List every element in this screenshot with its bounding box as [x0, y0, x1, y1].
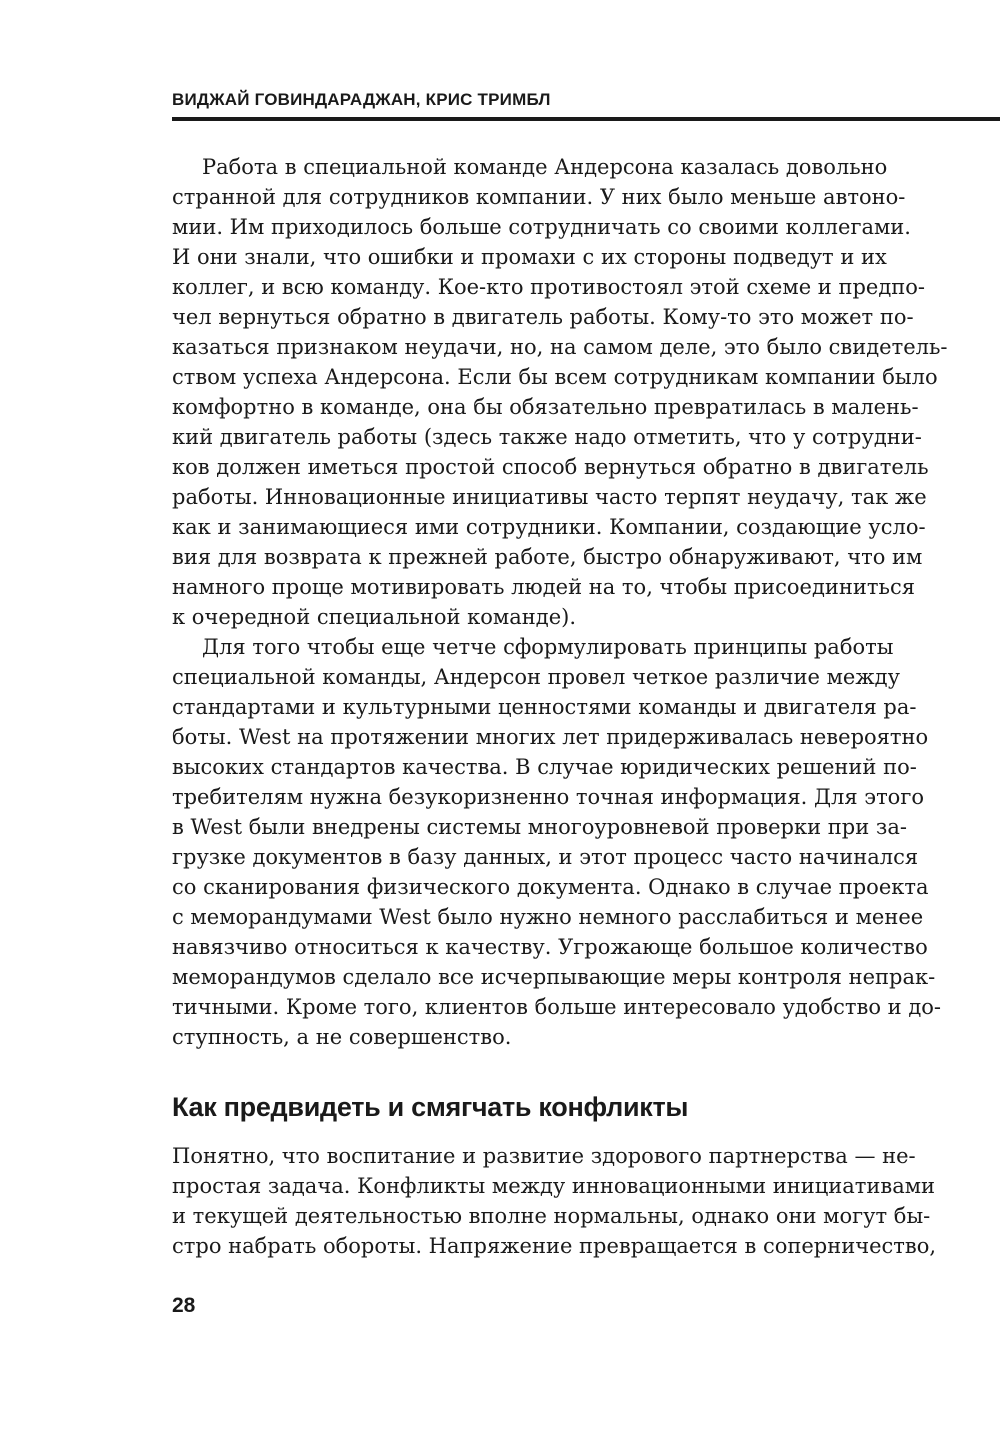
section-paragraph	[172, 1141, 937, 1261]
text-line: казаться признаком неудачи, но, на самом деле, это было свидетель-	[172, 335, 948, 359]
text-line: странной для сотрудников компании. У них было меньше автоно-	[172, 185, 906, 209]
text-line: ступность, а не совершенство.	[172, 1025, 512, 1049]
text-line: стро набрать обороты. Напряжение превращается в соперничество,	[172, 1234, 937, 1258]
text-line: навязчиво относиться к качеству. Угрожающе большое количество	[172, 935, 928, 959]
page-number: 28	[172, 1294, 196, 1317]
text-line: чел вернуться обратно в двигатель работы. Кому-то это может по-	[172, 305, 914, 329]
text-line: мии. Им приходилось больше сотрудничать со своими коллегами.	[172, 215, 911, 239]
text-line: меморандумов сделало все исчерпывающие меры контроля непрак-	[172, 965, 936, 989]
header-rule	[172, 117, 1000, 121]
text-line: работы. Инновационные инициативы часто терпят неудачу, так же	[172, 485, 927, 509]
text-line: Для того чтобы еще четче сформулировать принципы работы	[202, 635, 894, 659]
paragraph-2	[172, 632, 942, 1052]
text-line: комфортно в команде, она бы обязательно превратилась в малень-	[172, 395, 919, 419]
text-line: тичными. Кроме того, клиентов больше интересовало удобство и до-	[172, 995, 942, 1019]
text-line: грузке документов в базу данных, и этот процесс часто начинался	[172, 845, 919, 869]
text-line: вия для возврата к прежней работе, быстро обнаруживают, что им	[172, 545, 923, 569]
text-line: ков должен иметься простой способ вернуться обратно в двигатель	[172, 455, 929, 479]
text-line: со сканирования физического документа. Однако в случае проекта	[172, 875, 929, 899]
text-line: в West были внедрены системы многоуровневой проверки при за-	[172, 815, 907, 839]
text-line: с меморандумами West было нужно немного расслабиться и менее	[172, 905, 924, 929]
text-line: к очередной специальной команде).	[172, 605, 577, 629]
text-line: Работа в специальной команде Андерсона казалась довольно	[202, 155, 888, 179]
text-line: ством успеха Андерсона. Если бы всем сотрудникам компании было	[172, 365, 938, 389]
section-heading: Как предвидеть и смягчать конфликты	[172, 1092, 689, 1122]
running-header: ВИДЖАЙ ГОВИНДАРАДЖАН, КРИС ТРИМБЛ	[172, 90, 551, 109]
text-line: как и занимающиеся ими сотрудники. Компании, создающие усло-	[172, 515, 926, 539]
text-line: высоких стандартов качества. В случае юридических решений по-	[172, 755, 917, 779]
text-line: и текущей деятельностью вполне нормальны, однако они могут бы-	[172, 1204, 931, 1228]
text-line: боты. West на протяжении многих лет придерживалась невероятно	[172, 725, 929, 749]
text-line: коллег, и всю команду. Кое-кто противостоял этой схеме и предпо-	[172, 275, 925, 299]
text-line: И они знали, что ошибки и промахи с их стороны подведут и их	[172, 245, 887, 269]
text-line: стандартами и культурными ценностями команды и двигателя ра-	[172, 695, 917, 719]
text-line: Понятно, что воспитание и развитие здорового партнерства — не-	[172, 1144, 916, 1168]
paragraph-1	[172, 152, 948, 632]
text-line: простая задача. Конфликты между инновационными инициативами	[172, 1174, 936, 1198]
text-line: намного проще мотивировать людей на то, чтобы присоединиться	[172, 575, 915, 599]
text-line: специальной команды, Андерсон провел четкое различие между	[172, 665, 900, 689]
text-line: кий двигатель работы (здесь также надо отметить, что у сотрудни-	[172, 425, 922, 449]
text-line: требителям нужна безукоризненно точная информация. Для этого	[172, 785, 924, 809]
